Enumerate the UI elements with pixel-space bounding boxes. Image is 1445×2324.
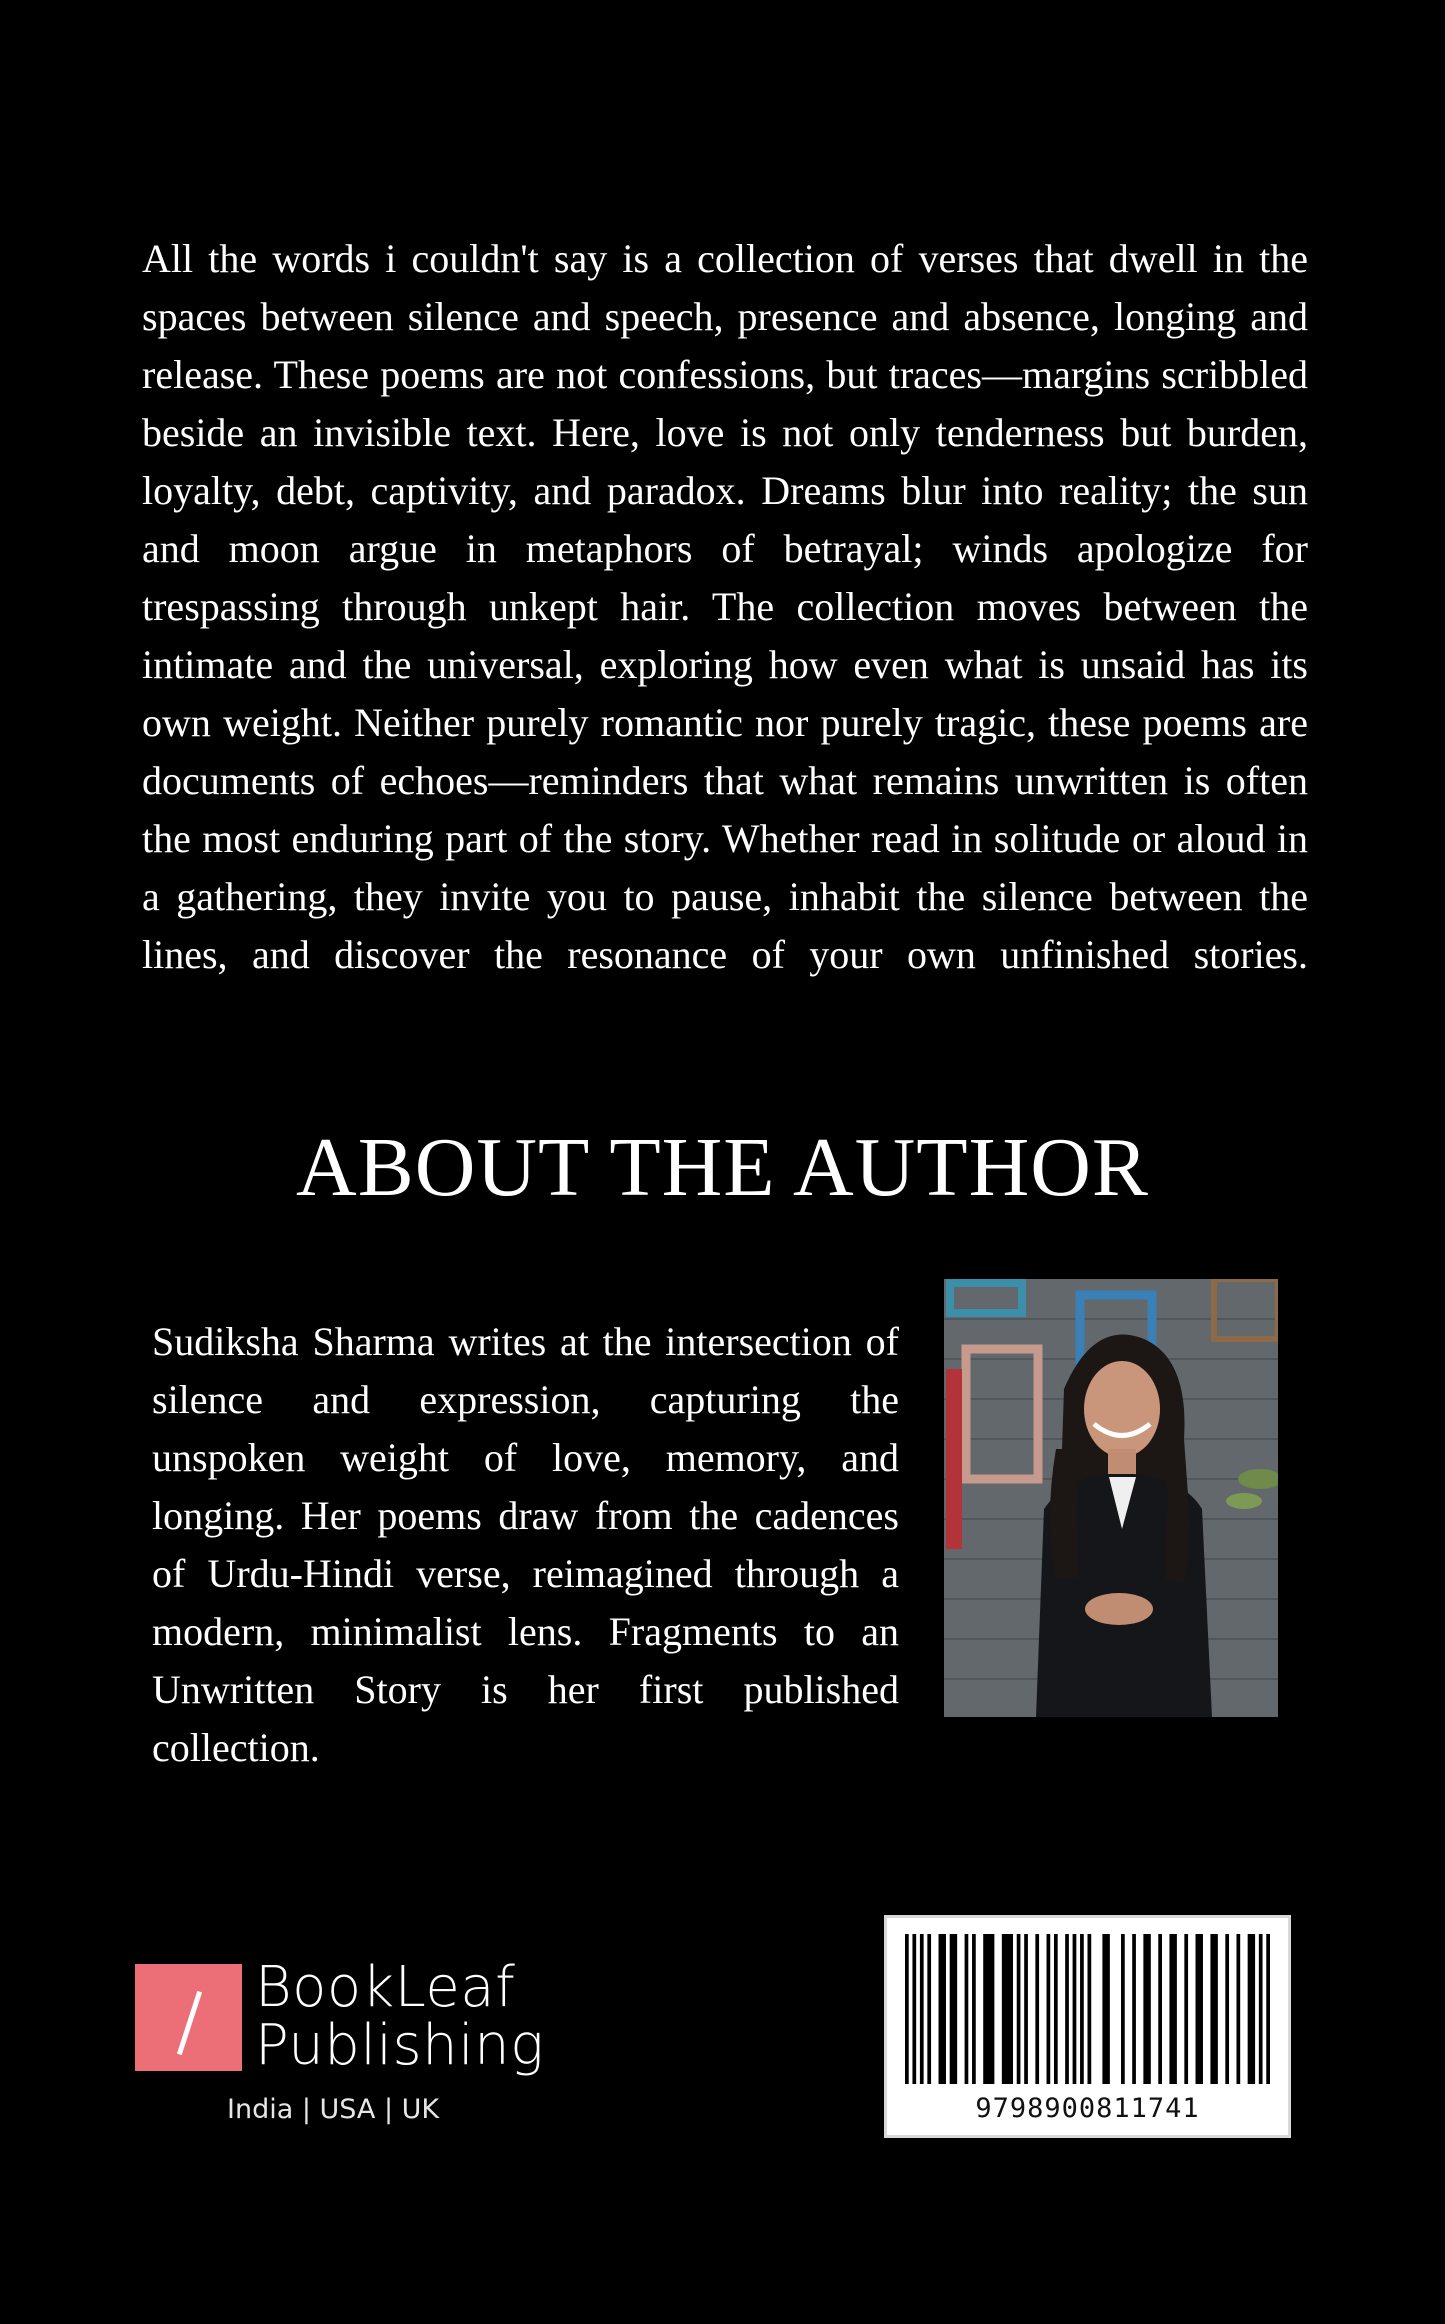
barcode-bar xyxy=(1143,1934,1150,2084)
isbn-number: 9798900811741 xyxy=(975,2093,1200,2124)
barcode-bar xyxy=(905,1934,909,2084)
slash-icon xyxy=(177,1991,202,2055)
barcode-bar xyxy=(1121,1934,1125,2084)
author-photo xyxy=(944,1279,1278,1717)
barcode-bar xyxy=(1158,1934,1162,2084)
barcode-bar xyxy=(1002,1934,1013,2084)
barcode-bar xyxy=(1169,1934,1176,2084)
barcode-bar xyxy=(972,1934,976,2084)
barcode-bar xyxy=(1073,1934,1077,2084)
barcode-bar xyxy=(1236,1934,1240,2084)
barcode-bar xyxy=(965,1934,969,2084)
isbn-barcode xyxy=(884,1915,1291,2138)
barcode-bar xyxy=(1132,1934,1136,2084)
barcode-bar xyxy=(1266,1934,1270,2084)
barcode-bars xyxy=(905,1934,1270,2084)
barcode-bar xyxy=(1259,1934,1263,2084)
barcode-bar xyxy=(1102,1934,1109,2084)
barcode-bar xyxy=(1248,1934,1255,2084)
barcode-bar xyxy=(1184,1934,1188,2084)
barcode-bar xyxy=(1035,1934,1039,2084)
barcode-bar xyxy=(912,1934,916,2084)
publisher-name-line1: BookLeaf xyxy=(255,1955,516,2020)
author-portrait-image xyxy=(944,1279,1278,1717)
barcode-bar xyxy=(1047,1934,1051,2084)
barcode-bar xyxy=(920,1934,924,2084)
barcode-bar xyxy=(1210,1934,1217,2084)
barcode-bar xyxy=(1196,1934,1203,2084)
barcode-bar xyxy=(1080,1934,1084,2084)
about-author-heading: ABOUT THE AUTHOR xyxy=(296,1121,1149,1214)
barcode-bar xyxy=(1225,1934,1229,2084)
barcode-bar xyxy=(1065,1934,1069,2084)
publisher-countries: India | USA | UK xyxy=(227,2094,440,2125)
publisher-name-line2: Publishing xyxy=(255,2013,545,2078)
publisher-logo-mark xyxy=(135,1964,242,2071)
barcode-bar xyxy=(1054,1934,1058,2084)
barcode-bar xyxy=(950,1934,957,2084)
author-bio: Sudiksha Sharma writes at the intersection of silence and expression, capturing the unspoken weight of love, memory, and longing. Her poems draw from the cadences of Urdu-Hindi verse, reimagined through a modern, minimalist lens. Fragments to an Unwritten Story is her first published collection. xyxy=(152,1319,899,1770)
barcode-bar xyxy=(1088,1934,1092,2084)
barcode-bar xyxy=(1017,1934,1021,2084)
barcode-bar xyxy=(927,1934,931,2084)
barcode-bar xyxy=(939,1934,946,2084)
barcode-bar xyxy=(1024,1934,1028,2084)
book-blurb: All the words i couldn't say is a collection of verses that dwell in the spaces between silence and speech, presence and absence, longing and release. These poems are not confessions, but traces—margins scribbled beside an invisible text. Here, love is not only tenderness but burden, loyalty, debt, captivity, and paradox. Dreams blur into reality; the sun and moon argue in metaphors of betrayal; winds apologize for trespassing through unkept hair. The collection moves between the intimate and the universal, exploring how even what is unsaid has its own weight. Neither purely romantic nor purely tragic, these poems are documents of echoes—reminders that what remains unwritten is often the most enduring part of the story. Whether read in solitude or aloud in a gathering, they invite you to pause, inhabit the silence between the lines, and discover the resonance of your own unfinished stories. xyxy=(142,236,1308,977)
barcode-bar xyxy=(983,1934,994,2084)
publisher-logo xyxy=(135,1955,555,2138)
